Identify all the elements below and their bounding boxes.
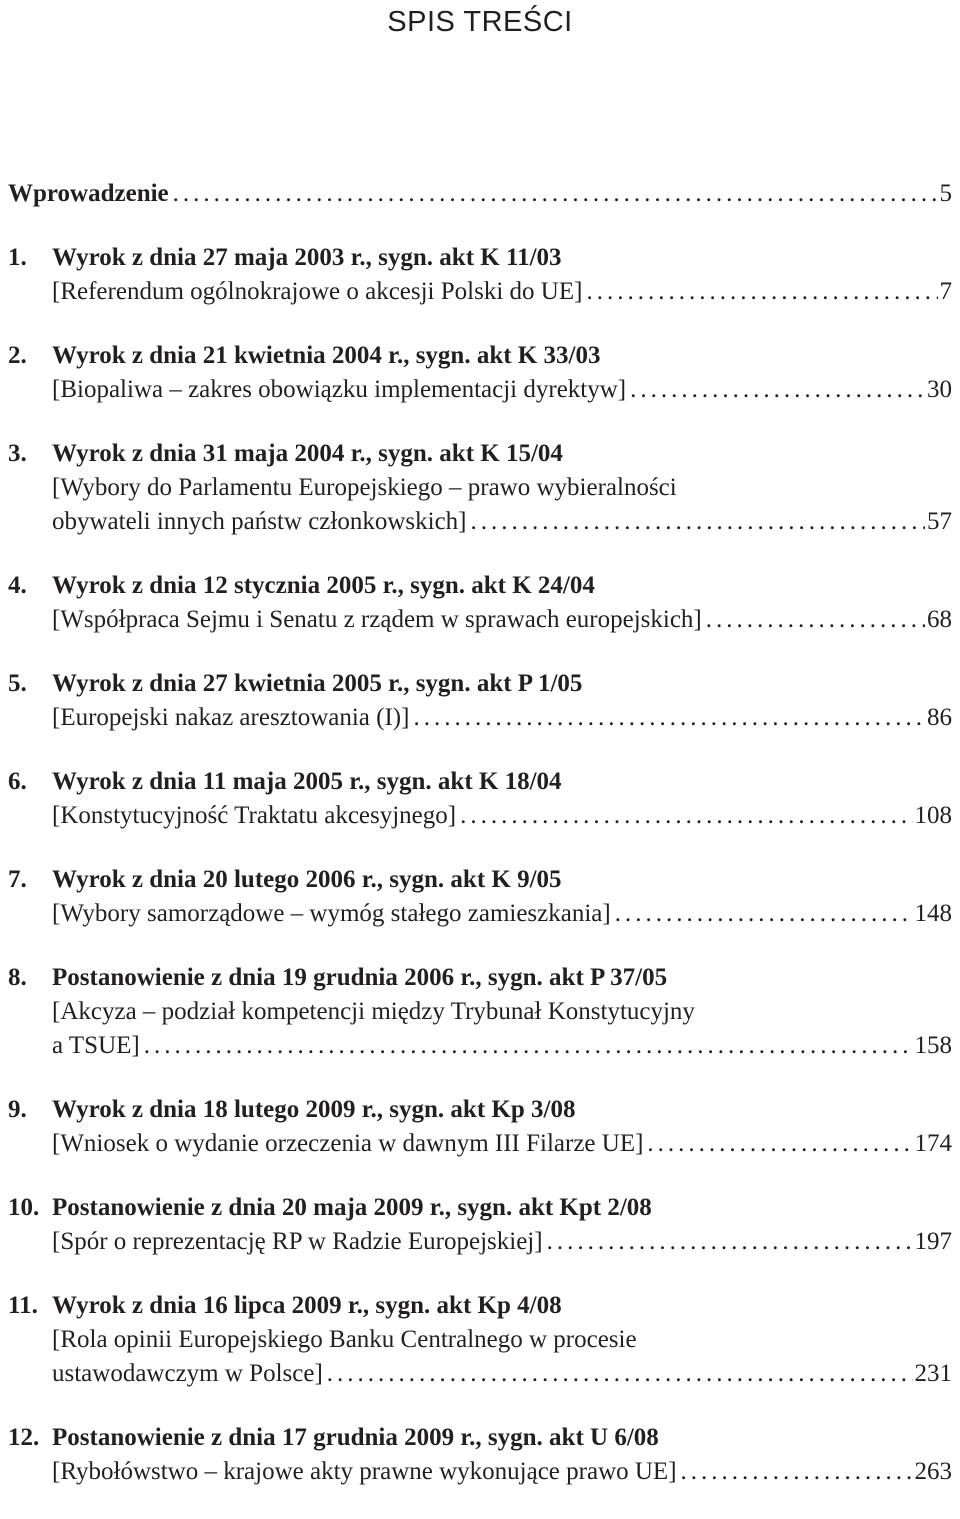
toc-entry-heading [8, 1421, 952, 1455]
toc-entry-title: Postanowienie z dnia 19 grudnia 2006 r., sygn. akt P 37/05 [52, 964, 668, 991]
toc-entry-number: 9. [8, 1096, 27, 1123]
toc-entry-description-line: [Biopaliwa – zakres obowiązku implementacji dyrektyw] [52, 376, 627, 403]
toc-entry-leader-line [8, 1357, 952, 1391]
dot-leader [413, 701, 925, 735]
toc-entry-number: 3. [8, 440, 27, 467]
dot-leader [460, 799, 912, 833]
toc-entry-leader-line [8, 373, 952, 407]
toc-entry-leader-line [8, 897, 952, 931]
toc-entry-number: 10. [8, 1194, 40, 1221]
toc-entry-description-line: [Akcyza – podział kompetencji między Trybunał Konstytucyjny [52, 998, 695, 1025]
toc-entry [8, 437, 952, 539]
dot-leader [630, 373, 925, 407]
toc-entry-title: Wyrok z dnia 12 stycznia 2005 r., sygn. akt K 24/04 [52, 572, 595, 599]
toc-page-number: 86 [927, 704, 952, 731]
toc-page-number: 108 [914, 802, 952, 829]
toc-page-number: 148 [914, 900, 952, 927]
toc-entry [8, 339, 952, 407]
toc-page-number: 174 [914, 1130, 952, 1157]
toc-entry-number: 2. [8, 342, 27, 369]
toc-entry-title: Wyrok z dnia 20 lutego 2006 r., sygn. akt K 9/05 [52, 866, 562, 893]
toc-entry-leader-line [8, 1029, 952, 1063]
toc-page-number: 68 [927, 606, 952, 633]
toc-entry-description-line: [Wybory samorządowe – wymóg stałego zamieszkania] [52, 900, 611, 927]
toc-entry [8, 241, 952, 309]
toc-entry-leader-line [8, 701, 952, 735]
toc-entry-title: Postanowienie z dnia 20 maja 2009 r., sygn. akt Kpt 2/08 [52, 1194, 652, 1221]
toc-entry-leader-line [8, 603, 952, 637]
dot-leader [471, 505, 926, 539]
toc-entry-description-line: a TSUE] [52, 1032, 140, 1059]
toc-page-number: 158 [914, 1032, 952, 1059]
toc-entry-leader-line [8, 1225, 952, 1259]
toc-entry-leader-line [8, 505, 952, 539]
toc-entry-heading [8, 961, 952, 995]
toc-entry-leader-line [8, 275, 952, 309]
toc-entry-description-line: [Rybołówstwo – krajowe akty prawne wykonujące prawo UE] [52, 1458, 677, 1485]
table-of-contents [8, 177, 952, 1519]
toc-entry-description-line: [Rola opinii Europejskiego Banku Centralnego w procesie [52, 1326, 637, 1353]
dot-leader [586, 275, 937, 309]
toc-entry-heading [8, 1289, 952, 1323]
toc-entry-description-line: [Europejski nakaz aresztowania (I)] [52, 704, 410, 731]
page-title: SPIS TREŚCI [387, 6, 573, 38]
toc-entry-title: Wyrok z dnia 27 maja 2003 r., sygn. akt K 11/03 [52, 244, 562, 271]
toc-entry-number: 1. [8, 244, 27, 271]
toc-entry-heading [8, 1093, 952, 1127]
toc-page-number: 57 [927, 508, 952, 535]
dot-leader [173, 177, 938, 211]
toc-entry-description-line: [Wybory do Parlamentu Europejskiego – prawo wybieralności [52, 474, 677, 501]
toc-page-number: 30 [927, 376, 952, 403]
dot-leader [144, 1029, 913, 1063]
toc-entry-title: Wyrok z dnia 16 lipca 2009 r., sygn. akt Kp 4/08 [52, 1292, 562, 1319]
toc-entry-description-line: [Wniosek o wydanie orzeczenia w dawnym III Filarze UE] [52, 1130, 644, 1157]
toc-entry [8, 1093, 952, 1161]
toc-entry-heading [8, 241, 952, 275]
toc-entry-description-line: ustawodawczym w Polsce] [52, 1360, 323, 1387]
toc-entry-description-line: obywateli innych państw członkowskich] [52, 508, 467, 535]
toc-entry-title: Postanowienie z dnia 17 grudnia 2009 r., sygn. akt U 6/08 [52, 1424, 659, 1451]
toc-page-number: 5 [939, 180, 952, 207]
toc-page-number: 263 [914, 1458, 952, 1485]
toc-entry-title: Wyrok z dnia 31 maja 2004 r., sygn. akt K 15/04 [52, 440, 563, 467]
toc-entries [8, 241, 952, 1489]
dot-leader [647, 1127, 912, 1161]
toc-page-number: 197 [914, 1228, 952, 1255]
toc-entry [8, 961, 952, 1063]
toc-entry-title: Wyrok z dnia 11 maja 2005 r., sygn. akt K 18/04 [52, 768, 562, 795]
toc-entry-heading [8, 339, 952, 373]
toc-entry [8, 667, 952, 735]
toc-entry-description-line: [Współpraca Sejmu i Senatu z rządem w sprawach europejskich] [52, 606, 702, 633]
dot-leader [547, 1225, 913, 1259]
toc-intro-entry [8, 177, 952, 211]
toc-entry-title: Wyrok z dnia 27 kwietnia 2005 r., sygn. akt P 1/05 [52, 670, 583, 697]
toc-entry-leader-line [8, 1127, 952, 1161]
toc-intro-label: Wprowadzenie [8, 180, 169, 207]
dot-leader [327, 1357, 913, 1391]
dot-leader [681, 1455, 913, 1489]
toc-entry-heading [8, 863, 952, 897]
toc-entry-number: 5. [8, 670, 27, 697]
toc-entry-description-line: [Konstytucyjność Traktatu akcesyjnego] [52, 802, 457, 829]
toc-entry-heading [8, 1191, 952, 1225]
toc-entry [8, 765, 952, 833]
toc-entry-title: Wyrok z dnia 21 kwietnia 2004 r., sygn. akt K 33/03 [52, 342, 601, 369]
toc-entry [8, 569, 952, 637]
toc-entry-number: 4. [8, 572, 27, 599]
toc-page-number: 7 [939, 278, 952, 305]
toc-entry [8, 1421, 952, 1489]
toc-entry-number: 11. [8, 1292, 38, 1319]
toc-entry-heading [8, 765, 952, 799]
toc-entry [8, 1191, 952, 1259]
toc-entry-number: 6. [8, 768, 27, 795]
dot-leader [615, 897, 913, 931]
toc-entry-description-line: [Referendum ogólnokrajowe o akcesji Polski do UE] [52, 278, 583, 305]
toc-entry [8, 1289, 952, 1391]
dot-leader [706, 603, 925, 637]
toc-entry-number: 8. [8, 964, 27, 991]
toc-entry-leader-line [8, 1455, 952, 1489]
toc-entry-heading [8, 667, 952, 701]
toc-entry-leader-line [8, 799, 952, 833]
toc-entry [8, 863, 952, 931]
toc-entry-number: 12. [8, 1424, 40, 1451]
toc-entry-title: Wyrok z dnia 18 lutego 2009 r., sygn. akt Kp 3/08 [52, 1096, 576, 1123]
toc-entry-description-line: [Spór o reprezentację RP w Radzie Europejskiej] [52, 1228, 543, 1255]
toc-entry-heading [8, 437, 952, 471]
toc-entry-number: 7. [8, 866, 27, 893]
toc-entry-heading [8, 569, 952, 603]
toc-page-number: 231 [914, 1360, 952, 1387]
